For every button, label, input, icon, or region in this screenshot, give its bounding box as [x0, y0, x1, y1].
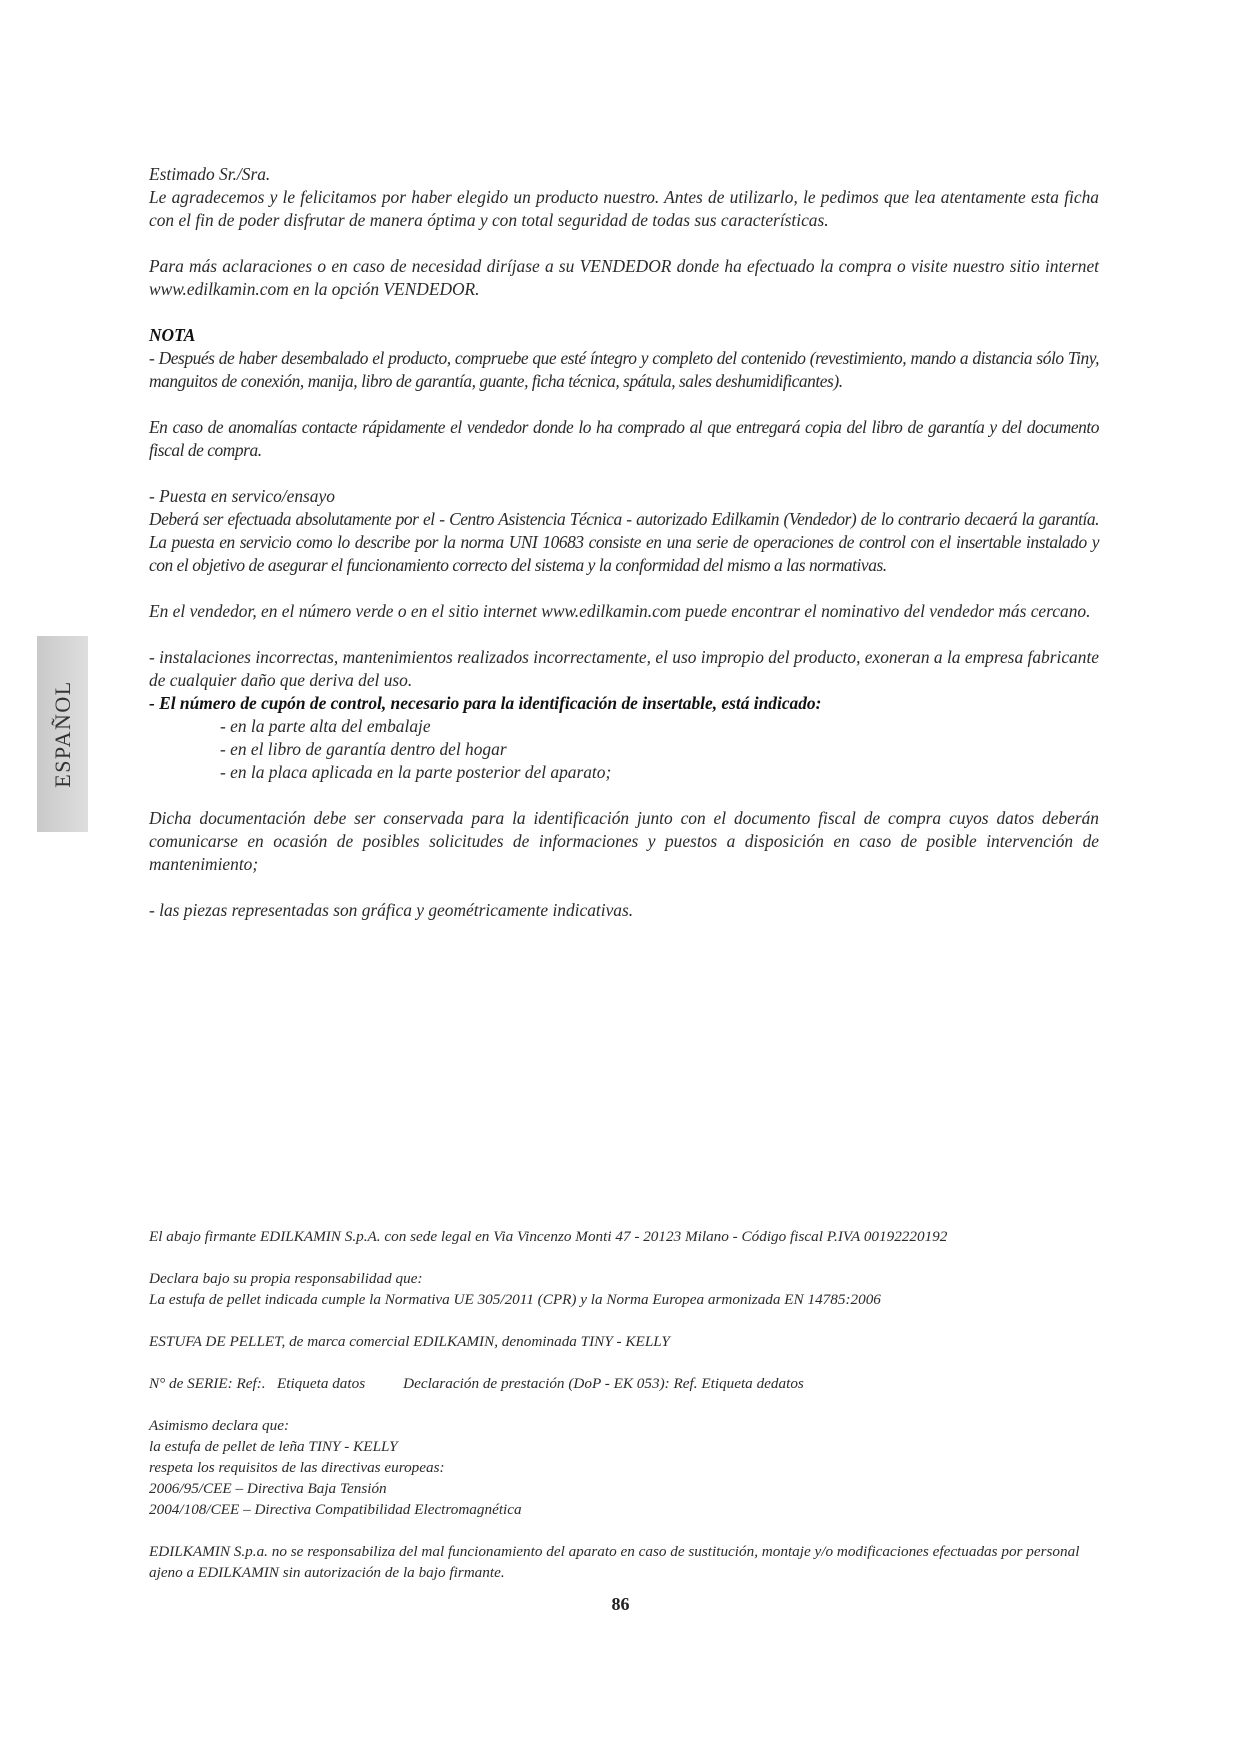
signatory-line: El abajo firmante EDILKAMIN S.p.A. con sede legal en Via Vincenzo Monti 47 - 20123 Milano - Código fiscal P.IVA 00192220192 — [149, 1228, 948, 1245]
unpacking-paragraph: - Después de haber desembalado el producto, compruebe que esté íntegro y completo del contenido (revestimiento, mando a distancia sólo Tiny, manguitos de conexión, manija, libro de garantía, guante, ficha técnica, spátula, sales deshumidificantes). — [149, 348, 1099, 391]
disclaimer-paragraph: EDILKAMIN S.p.a. no se responsabiliza del mal funcionamiento del aparato en caso de sustitución, montaje y/o modificaciones efectuadas por personal ajeno a EDILKAMIN sin autorización de la bajo firmante. — [149, 1543, 1080, 1581]
declaration-block — [149, 1226, 1099, 1583]
language-side-tab — [37, 636, 88, 832]
main-text — [149, 163, 1099, 922]
serial-label: N° de SERIE: Ref:. Etiqueta datos — [149, 1375, 366, 1392]
documentation-paragraph: Dicha documentación debe ser conservada para la identificación junto con el documento fiscal de compra cuyos datos deberán comunicarse en ocasión de posibles solicitudes de informaciones y puestos a disposición en caso de posible intervención de mantenimiento; — [149, 808, 1099, 874]
intro-paragraph: Le agradecemos y le felicitamos por haber elegido un producto nuestro. Antes de utilizarlo, le pedimos que lea atentamente esta ficha con el fin de poder disfrutar de manera óptima y con total seguridad de todas sus características. — [149, 187, 1099, 230]
anomalies-paragraph: En caso de anomalías contacte rápidamente el vendedor donde lo ha comprado al que entregará copia del libro de garantía y del documento fiscal de compra. — [149, 417, 1099, 460]
language-tab-label: ESPAÑOL — [49, 680, 75, 788]
directive-line: 2006/95/CEE – Directiva Baja Tensión — [149, 1480, 387, 1497]
respects-line: respeta los requisitos de las directivas europeas: — [149, 1459, 445, 1476]
salutation: Estimado Sr./Sra. — [149, 164, 271, 184]
also-declares-line: Asimismo declara que: — [149, 1417, 290, 1434]
dop-label: Declaración de prestación (DoP - EK 053): Ref. Etiqueta dedatos — [403, 1375, 804, 1392]
product-line: ESTUFA DE PELLET, de marca comercial EDILKAMIN, denominada TINY - KELLY — [149, 1333, 670, 1350]
serial-row — [149, 1373, 1099, 1394]
clarifications-paragraph: Para más aclaraciones o en caso de necesidad diríjase a su VENDEDOR donde ha efectuado la compra o visite nuestro sitio internet www.edilkamin.com en la opción VENDEDOR. — [149, 256, 1099, 299]
startup-heading: - Puesta en servico/ensayo — [149, 486, 335, 506]
coupon-item: - en el libro de garantía dentro del hogar — [220, 739, 507, 759]
stove-line: la estufa de pellet de leña TINY - KELLY — [149, 1438, 398, 1455]
directive-line: 2004/108/CEE – Directiva Compatibilidad Electromagnética — [149, 1501, 522, 1518]
declares-line: Declara bajo su propia responsabilidad que: — [149, 1270, 423, 1287]
dealer-paragraph: En el vendedor, en el número verde o en el sitio internet www.edilkamin.com puede encontrar el nominativo del vendedor más cercano. — [149, 601, 1091, 621]
compliance-line: La estufa de pellet indicada cumple la Normativa UE 305/2011 (CPR) y la Norma Europea armonizada EN 14785:2006 — [149, 1291, 881, 1308]
pieces-paragraph: - las piezas representadas son gráfica y geométricamente indicativas. — [149, 900, 634, 920]
coupon-item: - en la parte alta del embalaje — [220, 716, 431, 736]
liability-paragraph: - instalaciones incorrectas, mantenimientos realizados incorrectamente, el uso impropio del producto, exoneran a la empresa fabricante de cualquier daño que deriva del uso. — [149, 647, 1099, 690]
coupon-item: - en la placa aplicada en la parte posterior del aparato; — [220, 762, 612, 782]
startup-paragraph: Deberá ser efectuada absolutamente por el - Centro Asistencia Técnica - autorizado Edilkamin (Vendedor) de lo contrario decaerá la garantía. La puesta en servicio como lo describe por la norma UNI 10683 consiste en una serie de operaciones de control con el insertable instalado y con el objetivo de asegurar el funcionamiento correcto del sistema y la conformidad del mismo a las normativas. — [149, 509, 1099, 575]
page-number: 86 — [611, 1594, 630, 1614]
nota-heading: NOTA — [149, 325, 196, 345]
coupon-heading: - El número de cupón de control, necesario para la identificación de insertable, está indicado: — [149, 693, 822, 713]
